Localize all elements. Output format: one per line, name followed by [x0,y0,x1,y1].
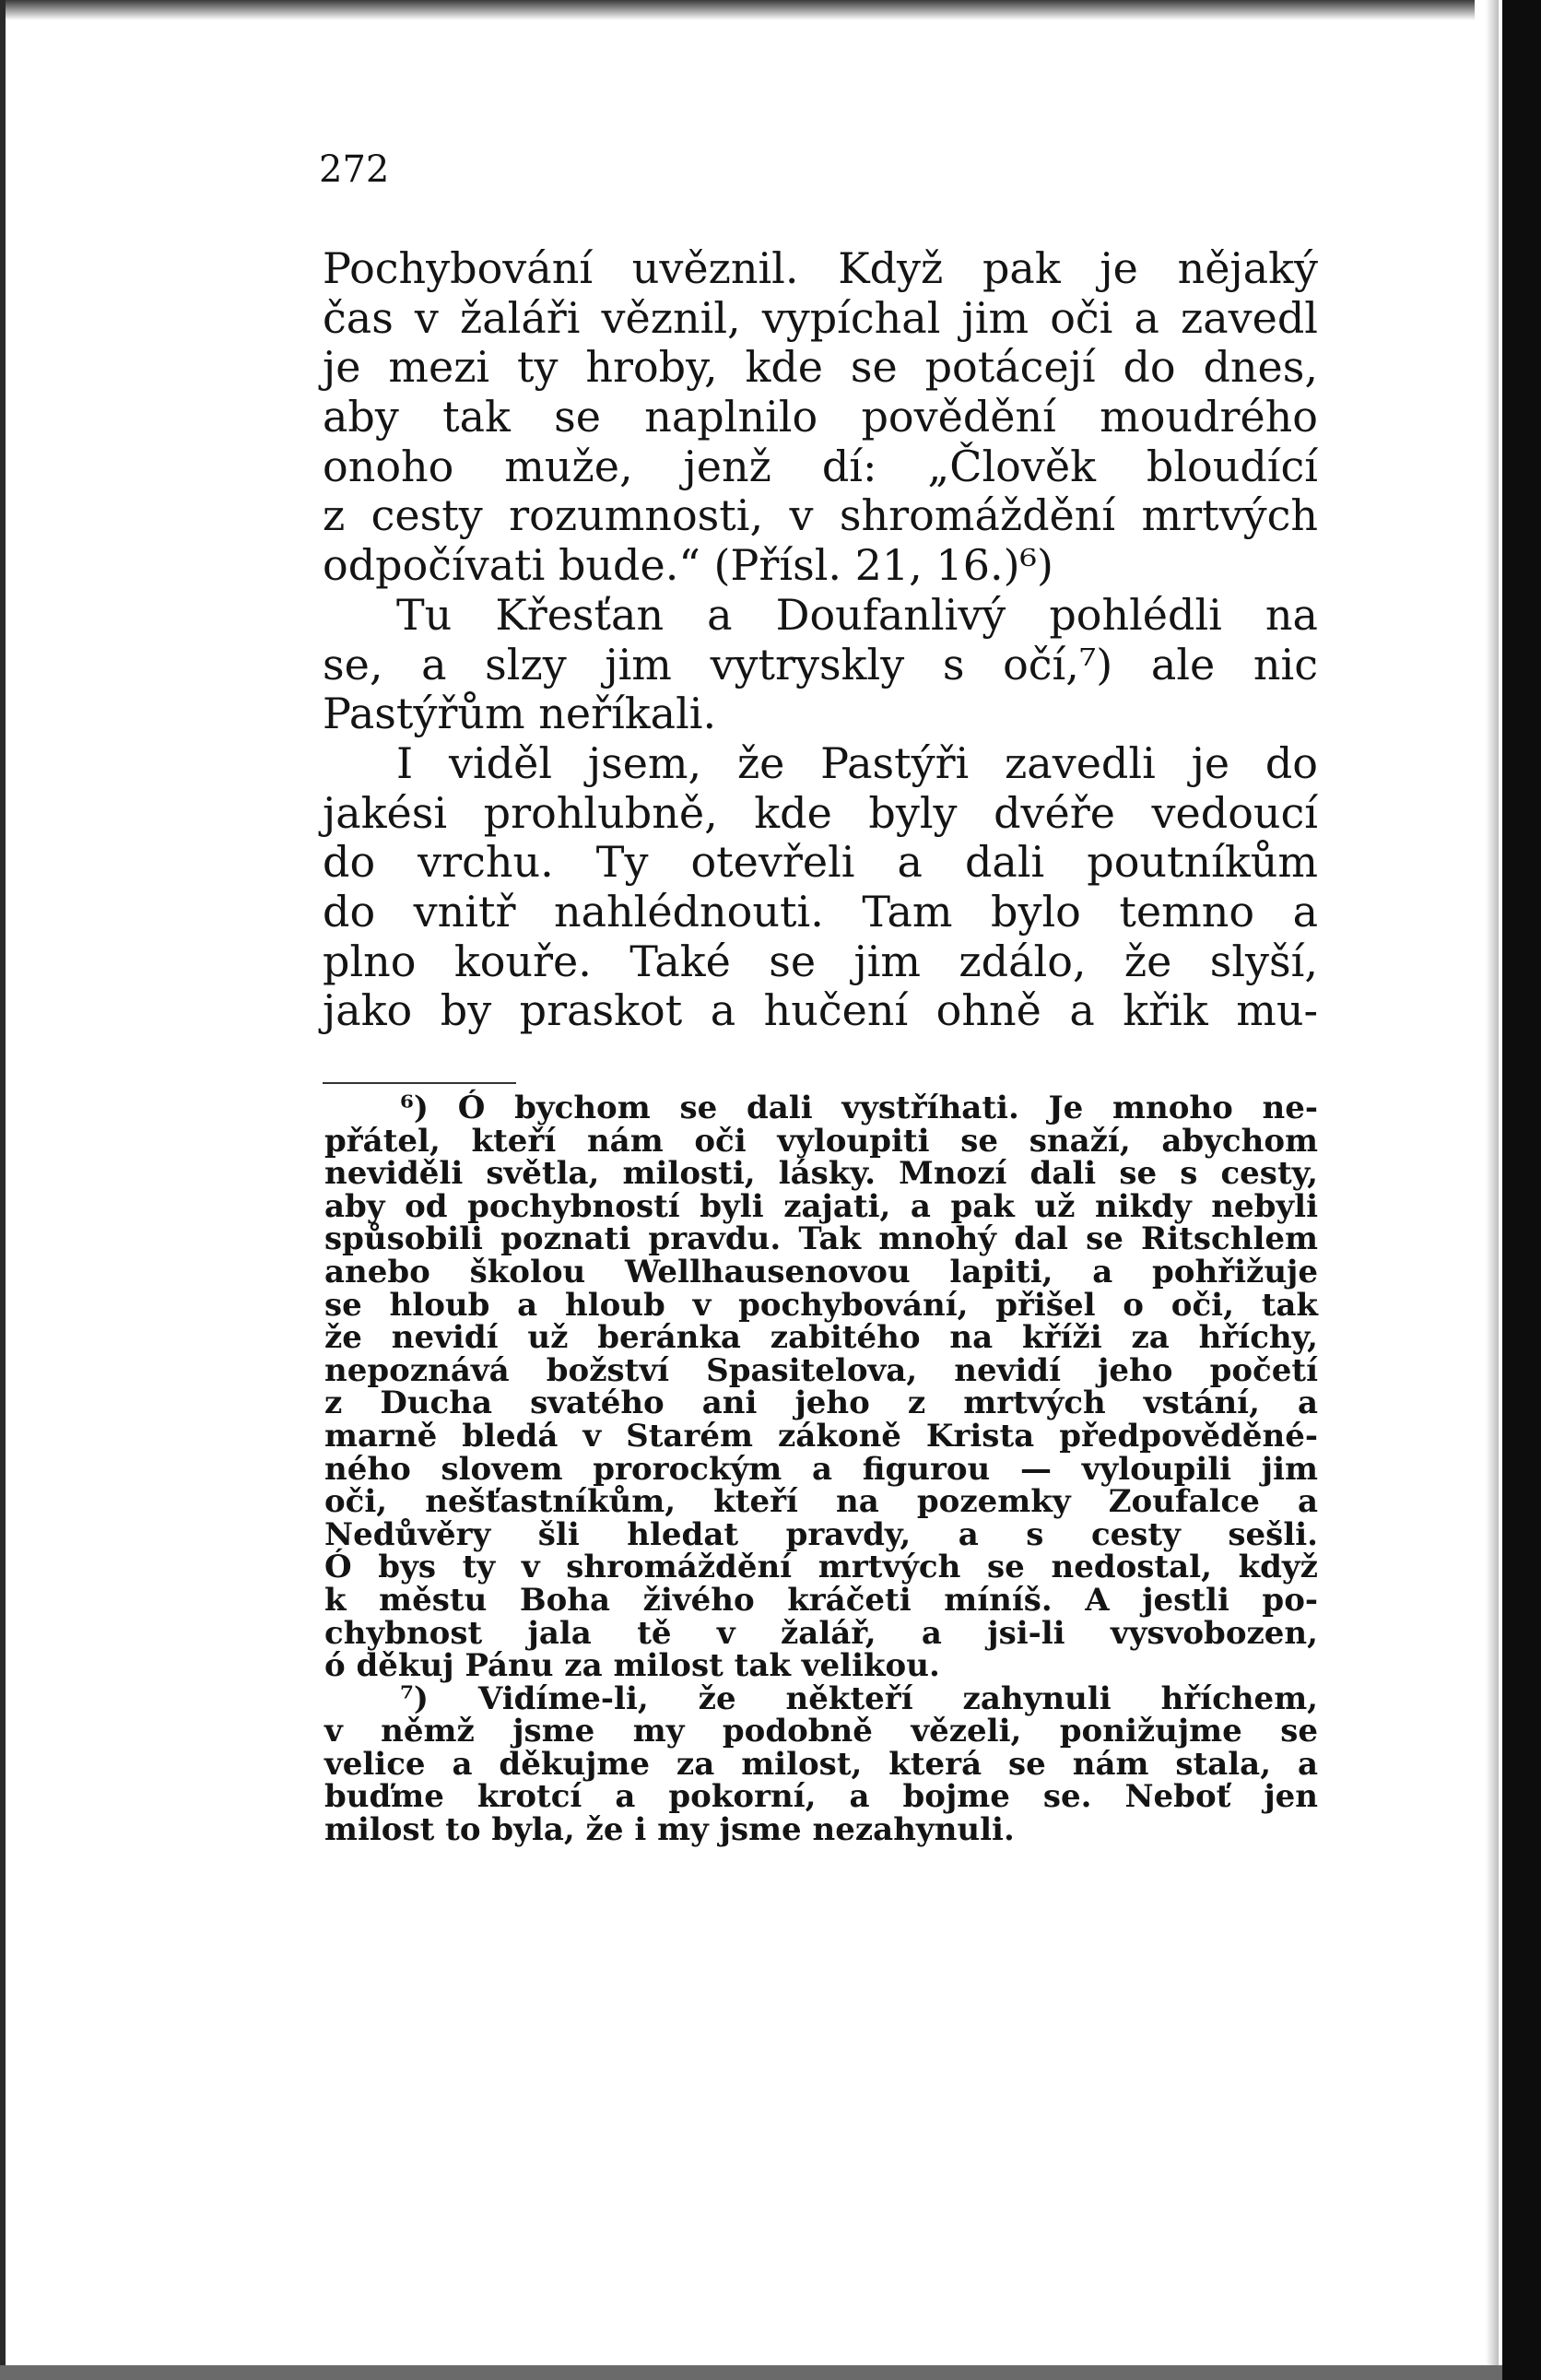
footnote-line: Nedůvěry šli hledat pravdy, a s cesty sešli. [324,1515,1318,1553]
body-line: onoho muže, jenž dí: „Člověk bloudící [323,441,1318,491]
body-line: Pochybování uvěznil. Když pak je nějaký [323,243,1318,293]
body-line: do vnitř nahlédnouti. Tam bylo temno a [323,886,1318,937]
body-line: odpočívati bude.“ (Přísl. 21, 16.)⁶) [323,540,1053,591]
footnote-line: že nevidí už beránka zabitého na kříži za hříchy, [324,1319,1318,1357]
scan-border-top [0,0,1475,20]
body-line: I viděl jsem, že Pastýři zavedli je do [396,737,1318,788]
footnote-separator [323,1082,516,1084]
body-line: aby tak se naplnilo povědění moudrého [323,392,1318,442]
footnotes [324,1092,1318,1847]
scan-shadow-right [1486,0,1499,2380]
body-line: Tu Křesťan a Doufanlivý pohlédli na [396,589,1318,640]
footnote-line: Ó bys ty v shromáždění mrtvých se nedostal, když [324,1549,1318,1586]
footnote-line: ného slovem prorockým a figurou — vyloupili jim [324,1450,1318,1488]
footnote-line: ⁷) Vidíme-li, že někteří zahynuli hříchem, [400,1679,1318,1717]
body-line: je mezi ty hroby, kde se potácejí do dnes, [323,342,1318,393]
footnote-line: velice a děkujme za milost, která se nám stala, a [324,1745,1318,1783]
footnote-line: se hloub a hloub v pochybování, přišel o oči, tak [324,1286,1318,1324]
body-line: Pastýřům neříkali. [323,689,717,739]
footnote-line: chybnost jala tě v žalář, a jsi-li vysvobozen, [324,1614,1318,1652]
footnote-line: milost to byla, že i my jsme nezahynuli. [324,1811,1015,1849]
body-line: plno kouře. Také se jim zdálo, že slyší, [323,936,1318,986]
footnote-line: ó děkuj Pánu za milost tak velikou. [324,1647,940,1685]
scan-border-left [0,0,6,2380]
body-line: se, a slzy jim vytryskly s očí,⁷) ale nic [323,639,1318,689]
footnote-line: oči, nešťastníkům, kteří na pozemky Zoufalce a [324,1483,1318,1521]
footnote-line: aby od pochybností byli zajati, a pak už nikdy nebyli [324,1187,1318,1225]
body-line: čas v žaláři věznil, vypíchal jim oči a zavedl [323,292,1318,343]
footnote-line: ⁶) Ó bychom se dali vystříhati. Je mnoho ne- [400,1090,1318,1126]
footnote-line: přátel, kteří nám oči vyloupiti se snaží, abychom [324,1122,1318,1160]
footnote-line: buďme krotcí a pokorní, a bojme se. Neboť jen [324,1778,1318,1816]
body-text [323,244,1318,1036]
footnote-line: neviděli světla, milosti, lásky. Mnozí dali se s cesty, [324,1155,1318,1193]
footnote-line: k městu Boha živého kráčeti míníš. A jestli po- [324,1581,1318,1619]
body-line: do vrchu. Ty otevřeli a dali poutníkům [323,837,1318,888]
page-number: 272 [319,148,390,191]
body-line: jakési prohlubně, kde byly dvéře vedoucí [323,787,1318,838]
footnote-line: v němž jsme my podobně vězeli, ponižujme se [324,1713,1318,1750]
footnote-line: marně bledá v Starém zákoně Krista předpověděné- [324,1417,1318,1455]
footnote-line: spůsobili poznati pravdu. Tak mnohý dal se Ritschlem [324,1220,1318,1258]
body-line: jako by praskot a hučení ohně a křik mu- [323,985,1318,1036]
footnote-line: anebo školou Wellhausenovou lapiti, a pohřižuje [324,1253,1318,1290]
body-line: z cesty rozumnosti, v shromáždění mrtvých [323,490,1318,541]
footnote-line: z Ducha svatého ani jeho z mrtvých vstání, a [324,1384,1318,1422]
footnote-line: nepoznává božství Spasitelova, nevidí jeho početí [324,1351,1318,1389]
scan-border-right [1502,0,1541,2380]
scan-border-bottom [0,2365,1502,2380]
